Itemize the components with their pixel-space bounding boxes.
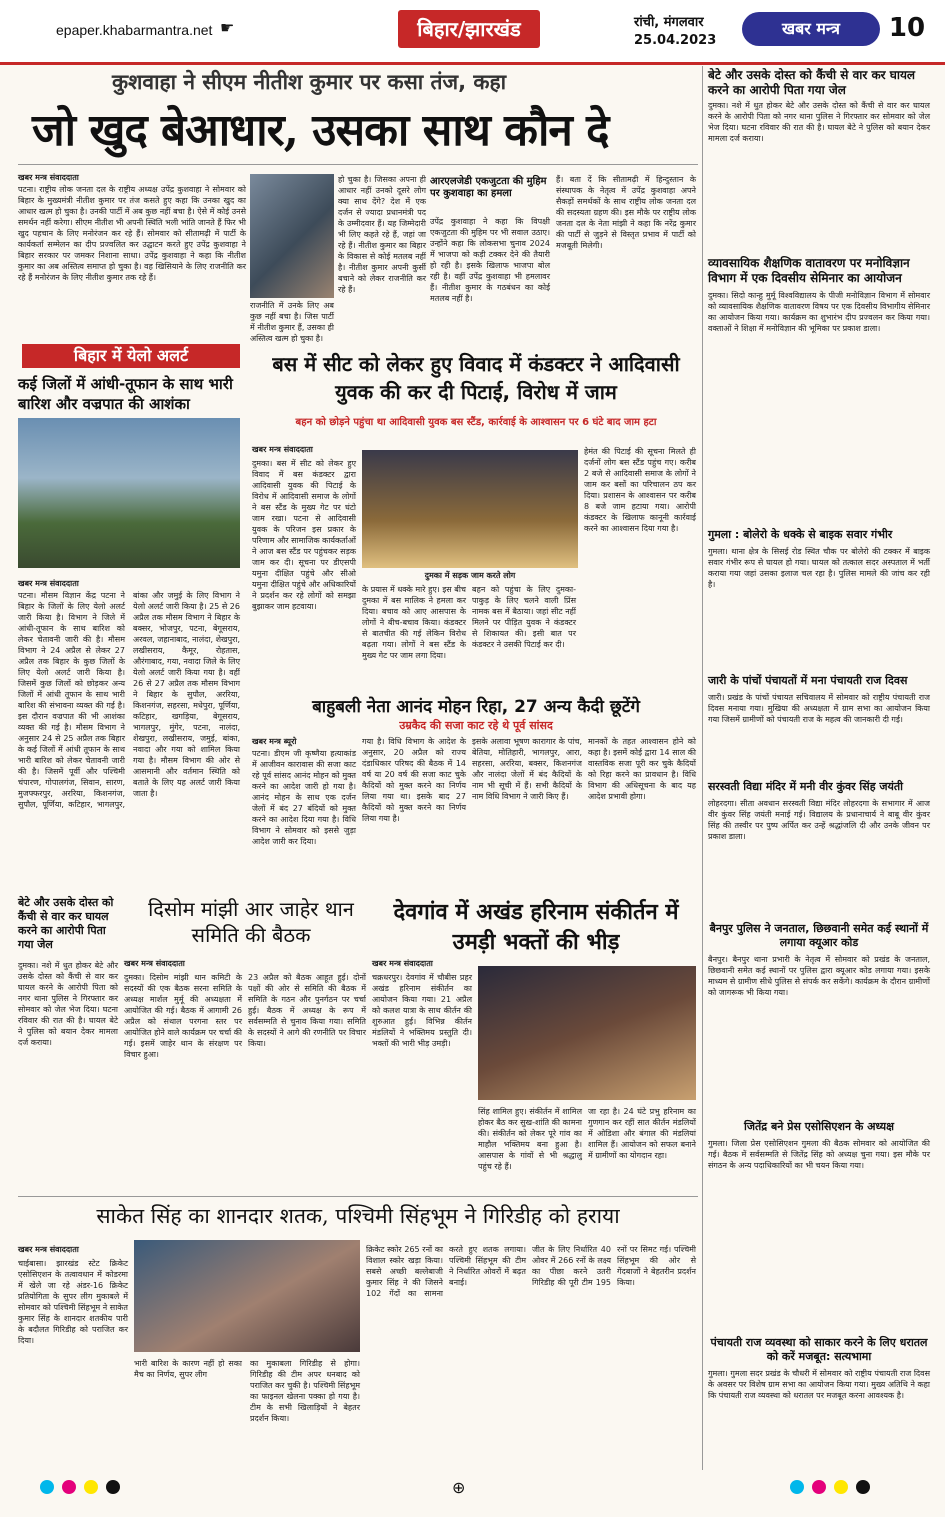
magenta-dot (812, 1480, 826, 1494)
cyan-dot (40, 1480, 54, 1494)
lead-byline: खबर मन्त्र संवाददाता (18, 173, 79, 182)
bus-body: दुमका। बस में सीट को लेकर हुए विवाद में बस कंडक्टर द्वारा आदिवासी युवक की पिटाई के विरोध में आदिवासी समाज के लोगों ने बस स्टैंड के मुख्य गेट पर घंटो जाम रखा। पटना से आदिवासी युवक के परिजन इस प्रकार के परिणाम और सामाजिक कार्यकर्ताओं ने आज बस स्टैंड पर पहुंचकर सड़क जाम कर दी। सूचना पर डीएसपी यमुना दीक्षित पहुंचे और सीओ यमुना दीक्षित पहुंचे और अधिकारियों ने प्रदर्शन कर रहे लोगों को समझा बुझाकर जाम हटवाया। (252, 459, 356, 611)
saket-body: चाईबासा। झारखंड स्टेट क्रिकेट एसोसिएशन के तत्वावधान में कोडरमा में खेले जा रहे अंडर-16 क्रिकेट प्रतियोगिता के सुपर लीग मुकाबले में सोमवार को पश्चिमी सिंहभूम ने साकेत कुमार सिंह के शानदार शतकीय पारी के बदौलत गिरिडीह को पराजित कर दिया। (18, 1259, 128, 1345)
anand-col3: इसके अलावा भूषण कारागार के पांच, बेतिया, मोतिहारी, भागलपुर, आरा, सहरसा, अररिया, बक्सर, किशनगंज और नालंदा जेलों में बंद कैदियों के नाम भी सूची में हैं। सभी कैदियों के नाम विधि विभाग ने जारी किए हैं। (472, 737, 582, 801)
right-s3-headline: गुमला : बोलेरो के धक्के से बाइक सवार गंभीर (708, 528, 893, 541)
color-registration-marks (790, 1480, 870, 1494)
devgaon-body: चक्रधरपुर। देवगांव में चौबीस प्रहर अखंड हरिनाम संकीर्तन का आयोजन किया गया। 21 अप्रैल को कलश यात्रा के साथ कीर्तन की शुरुआत हुई। विभिन्न कीर्तन मंडलियों ने भक्तिमय प्रस्तुति दी। भक्तों की भारी भीड़ उमड़ी। (372, 973, 472, 1048)
saket-byline: खबर मन्त्र संवाददाता (18, 1245, 79, 1254)
right-s7-body: गुमला। जिला प्रेस एसोसिएशन गुमला की बैठक सोमवार को आयोजित की गई। बैठक में सर्वसम्मति से जितेंद्र सिंह को अध्यक्ष चुना गया। इस मौके पर संगठन के अन्य पदाधिकारियों का भी चयन किया गया। (708, 1139, 930, 1170)
anand-subheadline: उम्रकैद की सजा काट रहे थे पूर्व सांसद (399, 719, 553, 732)
bus-subheadline: बहन को छोड़ने पहुंचा था आदिवासी युवक बस स्टैंड, कार्रवाई के आश्वासन पर 6 घंटे बाद जाम हटा (295, 417, 657, 428)
yellow-dot (84, 1480, 98, 1494)
crosshair-icon: ⊕ (452, 1478, 466, 1497)
cursor-icon: ☛ (220, 18, 235, 37)
divider (18, 1196, 698, 1197)
devgaon-byline: खबर मन्त्र संवाददाता (372, 959, 433, 968)
magenta-dot (62, 1480, 76, 1494)
yellow-dot (834, 1480, 848, 1494)
anand-col2: गया है। विधि विभाग के आदेश के अनुसार, 20 अप्रैल को राज्य दंडाधिकार परिषद की बैठक में 14 वर्ष या 20 वर्ष की सजा काट चुके कैदियों को मुक्त करने का निर्णय लिया गया था। इसके बाद 27 कैदियों को मुक्त करने का निर्णय लिया गया है। (362, 737, 466, 823)
saket-headline: साकेत सिंह का शानदार शतक, पश्चिमी सिंहभूम ने गिरिडीह को हराया (96, 1204, 620, 1228)
cricket-photo (134, 1240, 360, 1352)
bus-photo-caption: दुमका में सड़क जाम करते लोग (424, 571, 516, 580)
devgaon-col2: सिंह शामिल हुए। संकीर्तन में शामिल होकर बैठ कर सुख-शांति की कामना की। संकीर्तन को लेकर पूरे गांव का माहौल भक्तिमय बना हुआ है। आसपास के गांवों से भी श्रद्धालु पहुंच रहे हैं। (478, 1107, 582, 1171)
saket-col4: जीत के लिए निर्धारित 40 ओवर में 266 रनों के लक्ष्य का पीछा करने उतरी गिरिडीह की पूरी टीम 195 रनों पर सिमट गई। पश्चिमी सिंहभूम की ओर से गेंदबाजों ने बेहतरीन प्रदर्शन किया। (532, 1245, 696, 1287)
page-number: 10 (888, 13, 926, 43)
lead-kicker: कुशवाहा ने सीएम नीतीश कुमार पर कसा तंज, कहा (112, 70, 507, 94)
right-s8-body: गुमला। गुमला सदर प्रखंड के चौधरी में सोमवार को राष्ट्रीय पंचायती राज दिवस के अवसर पर विशेष ग्राम सभा का आयोजन किया गया। मुख्य अतिथि ने कहा कि पंचायती राज व्यवस्था को धरातल पर मजबूत करना आवश्यक है। (708, 1369, 930, 1400)
right-s5-body: लोहरदगा। सीता अवधान सरस्वती विद्या मंदिर लोहरदगा के सभागार में आज वीर कुंवर सिंह जयंती मनाई गई। विद्यालय के प्रधानाचार्य ने बाबू वीर कुंवर सिंह की तस्वीर पर पुष्प अर्पित कर उन्हें श्रद्धांजलि दी और उनके जीवन पर प्रकाश डाला। (708, 799, 930, 841)
edition-city-day: रांची, मंगलवार (634, 15, 704, 30)
lead-photo (250, 174, 334, 298)
anand-headline: बाहुबली नेता आनंद मोहन रिहा, 27 अन्य कैदी छूटेंगे (312, 697, 640, 717)
edition-date-value: 25.04.2023 (634, 33, 717, 48)
lead-col4: हैं। बता दें कि सीतामढ़ी में हिन्दुस्तान के संस्थापक के नेतृत्व में उपेंद्र कुशवाहा अपने सैकड़ों समर्थकों के साथ राष्ट्रीय लोक जनता दल की सदस्यता ग्रहण की। इस मौके पर राष्ट्रीय लोक जनता दल के नेता मांझी ने कहा कि नरेंद्र कुमार की पार्टी से जुड़ने से विस्तृत प्रभाव में पार्टी को मजबूती मिलेगी। (556, 175, 696, 250)
black-dot (106, 1480, 120, 1494)
right-s1-body: दुमका। नशे में धुत होकर बेटे और उसके दोस्त को कैंची से वार कर घायल करने के आरोपी पिता को नगर थाना पुलिस ने गिरफ्तार कर सोमवार को जेल भेज दिया। घटना रविवार की रात की है। घायल बेटे ने पुलिस को बयान देकर मामला दर्ज कराया। (708, 101, 930, 143)
brand-logo: खबर मन्त्र (742, 12, 880, 46)
site-url[interactable]: epaper.khabarmantra.net (56, 22, 213, 38)
right-s5-headline: सरस्वती विद्या मंदिर में मनी वीर कुंवर सिंह जयंती (708, 780, 904, 793)
saket-col3: क्रिकेट स्कोर 265 रनों का विशाल स्कोर खड़ा किया। सबसे अच्छी बल्लेबाजी कुमार सिंह ने की जिसने 102 गेंदों का सामना करते हुए शतक लगाया। पश्चिमी सिंहभूम की टीम ने निर्धारित ओवरों में बढ़त बनाई। (366, 1245, 526, 1298)
column-divider (702, 66, 703, 1470)
right-s1-headline: बेटे और उसके दोस्त को कैंची से वार कर घायल करने का आरोपी पिता गया जेल (708, 68, 916, 97)
lead-headline: जो खुद बेआधार, उसका साथ कौन दे (32, 105, 609, 156)
devgaon-photo (478, 966, 696, 1100)
lead-photo-caption: राजनीति में उनके लिए अब कुछ नहीं बचा है। जिस पार्टी में नीतीश कुमार हैं, उसका ही अस्तित्व खत्म हो चुका है। (250, 301, 334, 343)
right-s4-body: जारी। प्रखंड के पांचों पंचायत सचिवालय में सोमवार को राष्ट्रीय पंचायती राज दिवस मनाया गया। मुखिया की अध्यक्षता में ग्राम सभा का आयोजन किया गया जिसमें ग्रामीणों को पंचायती राज के महत्व की जानकारी दी गई। (708, 693, 930, 724)
bus-col3: बहन को पहुंचा के लिए दुमका-पाकुड़ के लिए चलने वाली प्रिंस नामक बस में बैठाया। जहां सीट नहीं मिलने पर पीड़ित युवक ने कंडक्टर से शिकायत की। इसी बात पर कंडक्टर ने उसकी पिटाई कर दी। (472, 585, 576, 649)
right-s3-body: गुमला। थाना क्षेत्र के सिसई रोड स्थित चौक पर बोलेरो की टक्कर में बाइक सवार गंभीर रूप से घायल हो गया। घायल को तत्काल सदर अस्पताल में भर्ती कराया गया जहां उसका इलाज चल रहा है। पुलिस मामले की जांच कर रही है। (708, 547, 930, 589)
devgaon-col3: जा रहा है। 24 घंटे प्रभु हरिनाम का गुणगान कर रहीं सात कीर्तन मंडलियों में ओडिशा और बंगाल की मंडलियां शामिल हैं। आयोजन को सफल बनाने में ग्रामीणों का योगदान रहा। (588, 1107, 696, 1160)
yellow-alert-body: पटना। मौसम विज्ञान केंद्र पटना ने बिहार के जिलों के लिए येलो अलर्ट जारी किया है। विभाग ने जिले में आंधी-तूफान के साथ बारिश को लेकर चेतावनी जारी की है। मौसम विभाग ने 24 अप्रैल से लेकर 27 अप्रैल तक बिहार के कुछ जिलों के लिए येलो अलर्ट जारी किया है। जिसमें कुछ जिलों को छोड़कर अन्य जिलों में आंधी तूफान के साथ भारी बारिश की संभावना व्यक्त की गई है। इस दौरान वज्रपात की भी आशंका व्यक्त की गई है। मौसम विभाग ने अनुसार 24 से 25 अप्रैल तक बिहार के कई जिलों में आंधी तूफान के साथ भारी बारिश को लेकर चेतावनी जारी की है। जिसमें पूर्वी और पश्चिमी चंपारण, गोपालगंज, सिवान, सारण, मुजफ्फरपुर, अररिया, किशनगंज, सुपौल, पूर्णिया, कटिहार, भागलपुर, बांका और जमुई के लिए विभाग ने येलो अलर्ट जारी किया है। 25 से 26 अप्रैल तक मौसम विभाग ने बिहार के बक्सर, भोजपुर, पटना, बेगूसराय, अरवल, जहानाबाद, नालंदा, शेखपुरा, लखीसराय, कैमूर, रोहतास, औरंगाबाद, गया, नवादा जिले के लिए येलो अलर्ट जारी किया गया है। वहीं 26 से 27 अप्रैल तक मौसम विभाग ने बिहार के सुपौल, अररिया, किशनगंज, सहरसा, मधेपुरा, पूर्णिया, कटिहार, खगड़िया, बेगूसराय, भागलपुर, मुंगेर, पटना, नालंदा, शेखपुरा, लखीसराय, जमुई, बांका, नवादा और गया को शामिल किया गया है। मौसम विभाग की ओर से आसमानी और वर्तमान स्थिति को बताते के लिए यह अलर्ट जारी किया जाता है। (18, 591, 240, 809)
right-s4-headline: जारी के पांचों पंचायतों में मना पंचायती राज दिवस (708, 674, 908, 687)
lead-body: पटना। राष्ट्रीय लोक जनता दल के राष्ट्रीय अध्यक्ष उपेंद्र कुशवाहा ने सोमवार को बिहार के मुख्यमंत्री नीतीश कुमार पर तंज कसते हुए कहा कि उनका खुद का आधार खत्म हो चुका है। उनकी पार्टी में अब कुछ नहीं बचा है। ऐसे में कोई उनसे समर्थन नहीं करेगा। सीएम नीतीश भी अपनी स्थिति भली भांति जानते हैं फिर भी खुद पहचान के लिए मनोरंजन कर रहे हैं। सोमवार को सीतामढ़ी में पार्टी के कार्यकर्ता सम्मेलन का दीप प्रज्वलित कर उद्घाटन करते हुए उपेंद्र कुशवाहा ने बिहार सरकार पर जमकर निशाना साधा। उपेंद्र कुशवाहा ने कहा कि नीतीश कुमार का अब अस्तित्व समाप्त हो चुका है। वह खिसियाने के लिए राजनीति कर रहे हैं मनोरंजन के लिए नीतीश कुमार तक रहे हैं। (18, 185, 246, 282)
anand-byline: खबर मन्त्र ब्यूरो (252, 737, 297, 746)
disom-byline: खबर मन्त्र संवाददाता (124, 959, 185, 968)
section-banner: बिहार/झारखंड (398, 10, 540, 48)
right-s2-body: दुमका। सिदो कान्हु मुर्मू विश्वविद्यालय के पीजी मनोविज्ञान विभाग में सोमवार को व्यावसायिक शैक्षणिक वातावरण विषय पर एक दिवसीय विभागीय सेमिनार का आयोजन किया गया। कार्यक्रम का शुभारंभ दीप प्रज्वलन कर किया गया। वक्ताओं ने शिक्षा में मनोविज्ञान की भूमिका पर प्रकाश डाला। (708, 291, 930, 333)
left-small-body: दुमका। नशे में धुत होकर बेटे और उसके दोस्त को कैंची से वार कर घायल करने के आरोपी पिता को नगर थाना पुलिस ने गिरफ्तार कर सोमवार को जेल भेज दिया। घटना रविवार की रात की है। घायल बेटे ने पुलिस को बयान देकर मामला दर्ज कराया। (18, 961, 118, 1047)
bus-col2: के प्रयास में धक्के मारे हुए। इस बीच दुमका में बस मालिक ने हमला कर दिया। बचाव को आए आसपास के लोगों ने बीच-बचाव किया। कंडक्टर से बातचीत की गई लेकिन विरोध बढ़ता गया। लोगों ने बस स्टैंड के मुख्य गेट पर जाम लगा दिया। (362, 585, 466, 660)
disom-col2: 23 अप्रैल को बैठक आहूत हुई। दोनों पक्षों की ओर से समिति की बैठक में समिति के गठन और पुनर्गठन पर चर्चा हुई। बैठक में अध्यक्ष के रूप में सर्वसम्मति से चुनाव किया गया। समिति के सदस्यों ने आगे की रणनीति पर विचार किया। (248, 973, 366, 1048)
disom-body: दुमका। दिसोम मांझी थान कमिटी के सदस्यों की एक बैठक सरना समिति के अध्यक्ष मार्शल मुर्मू की अध्यक्षता में आयोजित की गई। बैठक में आगामी 26 अप्रैल को संथाल परगना स्तर पर आयोजित होने वाले कार्यक्रम पर चर्चा की गई। इसमें जाहेर थान के संरक्षण पर विचार हुआ। (124, 973, 242, 1059)
right-s8-headline: पंचायती राज व्यवस्था को साकार करने के लिए धरातल को करें मजबूत: सत्यभामा (710, 1336, 928, 1363)
bus-photo (362, 450, 578, 568)
left-small-headline: बेटे और उसके दोस्त को कैंची से वार कर घायल करने का आरोपी पिता गया जेल (18, 896, 114, 951)
bus-col4: हेमंत की पिटाई की सूचना मिलते ही दर्जनों लोग बस स्टैंड पहुंच गए। करीब 2 बजे से आदिवासी समाज के लोगों ने जाम कर बसों का परिचालन ठप कर दिया। प्रशासन के आश्वासन पर करीब 8 बजे जाम हटाया गया। आरोपी कंडक्टर के खिलाफ कानूनी कार्रवाई करने का आश्वासन दिया गया है। (584, 447, 696, 533)
lead-subhead: आरएलजेडी एकजुटता की मुहिम पर कुशवाहा का हमला (430, 176, 547, 199)
right-s6-headline: बैनपुर पुलिस ने जनताल, छिछवानी समेत कई स्थानों में लगाया क्यूआर कोड (709, 922, 929, 949)
weather-photo (18, 418, 240, 568)
edition-date (634, 14, 716, 50)
cyan-dot (790, 1480, 804, 1494)
anand-body: पटना। डीएम जी कृष्णैया हत्याकांड में आजीवन कारावास की सजा काट रहे पूर्व सांसद आनंद मोहन को मुक्त करने का आदेश जारी हो गया है। आनंद मोहन के साथ एक दर्जन जेलों में बंद 27 बंदियों को मुक्त करने का आदेश दिया गया है। विधि विभाग ने सोमवार को इससे जुड़ा आदेश जारी कर दिया। (252, 749, 356, 846)
yellow-alert-headline: कई जिलों में आंधी-तूफान के साथ भारी बारिश और वज्रपात की आशंका (18, 375, 233, 413)
saket-col2: का मुकाबला गिरिडीह से होगा। गिरिडीह की टीम अपर धनबाद को पराजित कर चुकी है। पश्चिमी सिंहभूम का फाइनल खेलना पक्का हो गया है। टीम के सभी खिलाड़ियों ने बेहतर प्रदर्शन किया। (250, 1359, 360, 1423)
right-s2-headline: व्यावसायिक शैक्षणिक वातावरण पर मनोविज्ञान विभाग में एक दिवसीय सेमिनार का आयोजन (708, 256, 910, 285)
lead-col2: हो चुका है। जिसका अपना ही आधार नहीं उनको दूसरे लोग क्या साथ देंगे? देश में एक दर्जन से ज्यादा प्रधानमंत्री पद के उम्मीदवार हैं। यह जिम्मेदारी भी लिए कहते रहे हैं, जहां जा रहे हैं। नीतीश कुमार का बिहार के विकास से कोई मतलब नहीं है। नीतीश कुमार अपनी कुर्सी बचाने को लेकर राजनीति कर रहे हैं। (338, 175, 426, 294)
yellow-alert-byline: खबर मन्त्र संवाददाता (18, 579, 79, 588)
divider (18, 164, 698, 165)
color-registration-marks (40, 1480, 120, 1494)
bus-byline: खबर मन्त्र संवाददाता (252, 445, 313, 454)
disom-headline: दिसोम मांझी आर जाहेर थान समिति की बैठक (148, 897, 354, 947)
right-s6-body: बैनपुर। बैनपुर थाना प्रभारी के नेतृत्व में सोमवार को प्रखंड के जनताल, छिछवानी समेत कई स्थानों पर पुलिस द्वारा क्यूआर कोड लगाया गया। इसके माध्यम से ग्रामीण सीधे पुलिस से संपर्क कर सकेंगे। कार्यक्रम के दौरान ग्रामीणों को जागरूक भी किया गया। (708, 955, 930, 997)
black-dot (856, 1480, 870, 1494)
lead-col3: उपेंद्र कुशवाहा ने कहा कि विपक्षी एकजुटता की मुहिम पर भी सवाल उठाए। उन्होंने कहा कि लोकसभा चुनाव 2024 में भाजपा को कड़ी टक्कर देने की तैयारी हो रही है। इसके खिलाफ भाजपा बोल रही है। वहीं उपेंद्र कुशवाहा भी हमलावर हैं। नीतीश कुमार के गठबंधन का कोई मतलब नहीं है। (430, 217, 550, 303)
yellow-alert-band: बिहार में येलो अलर्ट (22, 344, 240, 368)
saket-photo-caption: भारी बारिश के कारण नहीं हो सका मैच का निर्णय, सुपर लीग (134, 1359, 242, 1379)
bus-headline: बस में सीट को लेकर हुए विवाद में कंडक्टर ने आदिवासी युवक की कर दी पिटाई, विरोध में जाम (272, 352, 680, 404)
anand-col4: मानकों के तहत आश्वासन होने को कहा है। इसमें कोई द्वारा 14 साल की वास्तविक सजा पूरी कर चुके कैदियों को रिहा करने का प्रावधान है। विधि विभाग की अधिसूचना के बाद यह आदेश प्रभावी होगा। (588, 737, 696, 801)
devgaon-headline: देवगांव में अखंड हरिनाम संकीर्तन में उमड़ी भक्तों की भीड़ (393, 900, 679, 955)
right-s7-headline: जितेंद्र बने प्रेस एसोसिएशन के अध्यक्ष (744, 1120, 894, 1133)
